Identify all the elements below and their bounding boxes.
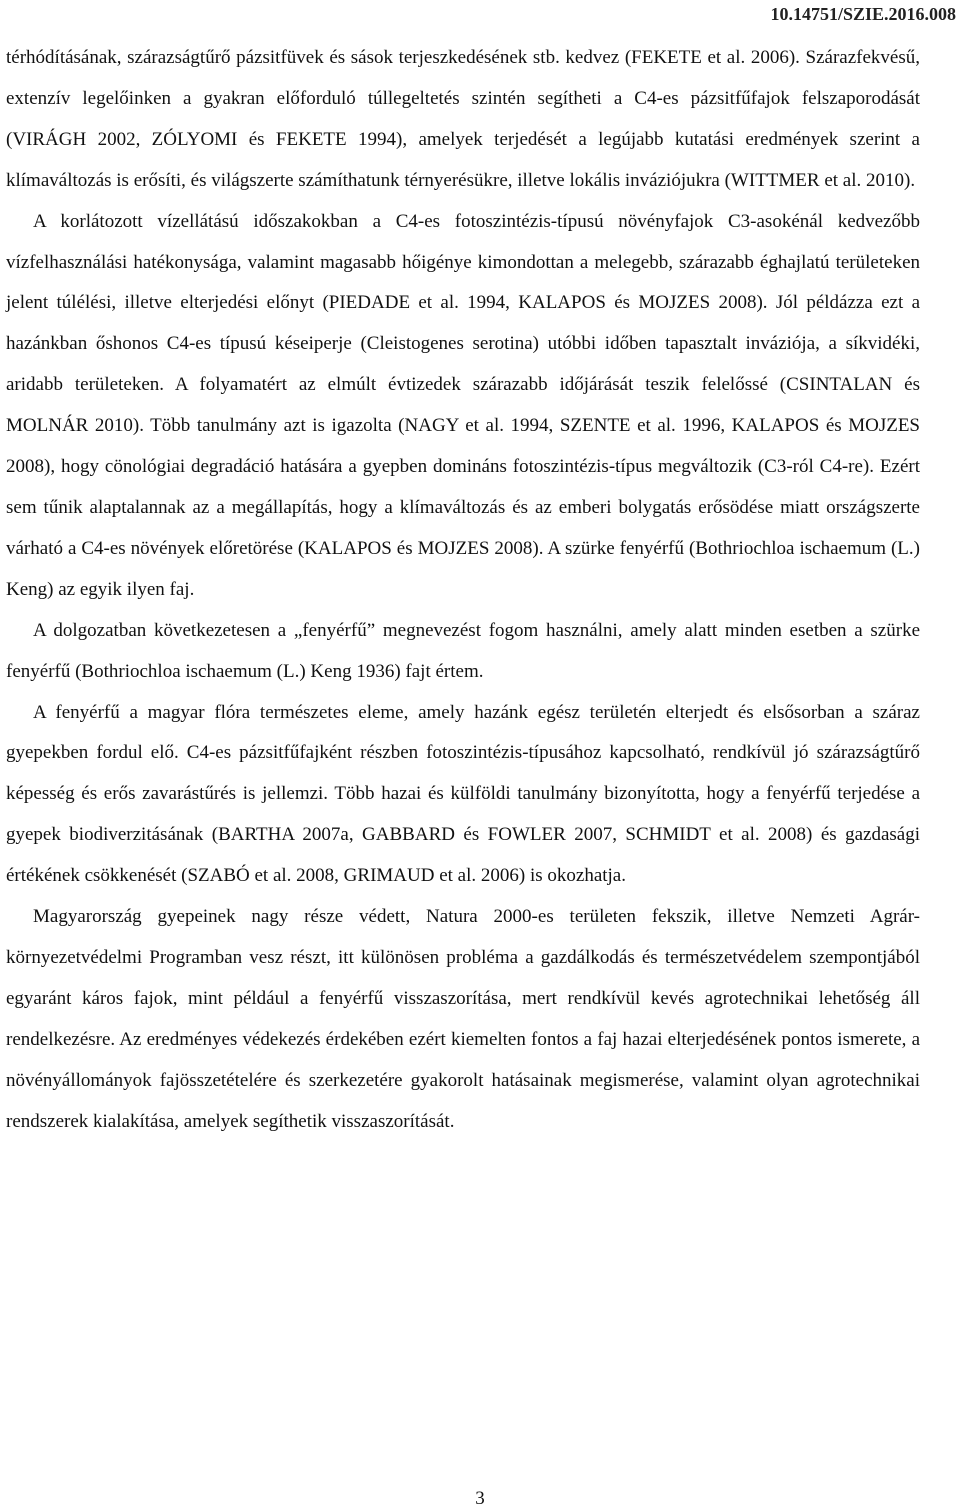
- paragraph-2: A korlátozott vízellátású időszakokban a C4-es fotoszintézis-típusú növényfajok C3-asokénál kedvezőbb vízfelhasználási hatékonysága, valamint magasabb hőigénye kimondottan a melegebb, szárazabb éghajlatú területeken jelent túlélési, illetve elterjedési előnyt (PIEDADE et al. 1994, KALAPOS és MOJZES 2008). Jól példázza ezt a hazánkban őshonos C4-es típusú késeiperje (Cleistogenes serotina) utóbbi időben tapasztalt inváziója, a síkvidéki, aridabb területeken. A folyamatért az elmúlt évtizedek szárazabb időjárását teszik felelőssé (CSINTALAN és MOLNÁR 2010). Több tanulmány azt is igazolta (NAGY et al. 1994, SZENTE et al. 1996, KALAPOS és MOJZES 2008), hogy cönológiai degradáció hatására a gyepben domináns fotoszintézis-típus megváltozik (C3-ról C4-re). Ezért sem tűnik alaptalannak az a megállapítás, hogy a klímaváltozás és az emberi bolygatás erősödése miatt országszerte várható a C4-es növények előretörése (KALAPOS és MOJZES 2008). A szürke fenyérfű (Bothriochloa ischaemum (L.) Keng) az egyik ilyen faj.: [6, 210, 920, 600]
- paragraph-1: térhódításának, szárazságtűrő pázsitfüvek és sások terjeszkedésének stb. kedvez (FEKETE et al. 2006). Szárazfekvésű, extenzív legelőinken a gyakran előforduló túllegeltetés szintén segítheti a C4-es pázsitfűfajok felszaporodását (VIRÁGH 2002, ZÓLYOMI és FEKETE 1994), amelyek terjedését a legújabb kutatási eredmények szerint a klímaváltozás is erősíti, és világszerte számíthatunk térnyerésükre, illetve lokális inváziójukra (WITTMER et al. 2010).: [6, 47, 920, 191]
- paragraph-3: A dolgozatban következetesen a „fenyérfű” megnevezést fogom használni, amely alatt minden esetben a szürke fenyérfű (Bothriochloa ischaemum (L.) Keng 1936) fajt értem.: [6, 619, 920, 682]
- page-body: [6, 38, 920, 1142]
- page-number: 3: [475, 1488, 485, 1509]
- paragraph-4: A fenyérfű a magyar flóra természetes eleme, amely hazánk egész területén elterjedt és elsősorban a száraz gyepekben fordul elő. C4-es pázsitfűfajként részben fotoszintézis-típusához kapcsolható, rendkívül jó szárazságtűrő képesség és erős zavarástűrés is jellemzi. Több hazai és külföldi tanulmány bizonyította, hogy a fenyérfű terjedése a gyepek biodiverzitásának (BARTHA 2007a, GABBARD és FOWLER 2007, SCHMIDT et al. 2008) és gazdasági értékének csökkenését (SZABÓ et al. 2008, GRIMAUD et al. 2006) is okozhatja.: [6, 701, 920, 887]
- doi-header: 10.14751/SZIE.2016.008: [770, 4, 956, 24]
- paragraph-5: Magyarország gyepeinek nagy része védett, Natura 2000-es területen fekszik, illetve Nemzeti Agrár-környezetvédelmi Programban vesz részt, itt különösen probléma a gazdálkodás és természetvédelem szempontjából egyaránt káros fajok, mint például a fenyérfű visszaszorítása, mert rendkívül kevés agrotechnikai lehetőség áll rendelkezésre. Az eredményes védekezés érdekében ezért kiemelten fontos a faj hazai elterjedésének pontos ismerete, a növényállományok fajösszetételére és szerkezetére gyakorolt hatásainak megismerése, valamint olyan agrotechnikai rendszerek kialakítása, amelyek segíthetik visszaszorítását.: [6, 906, 920, 1132]
